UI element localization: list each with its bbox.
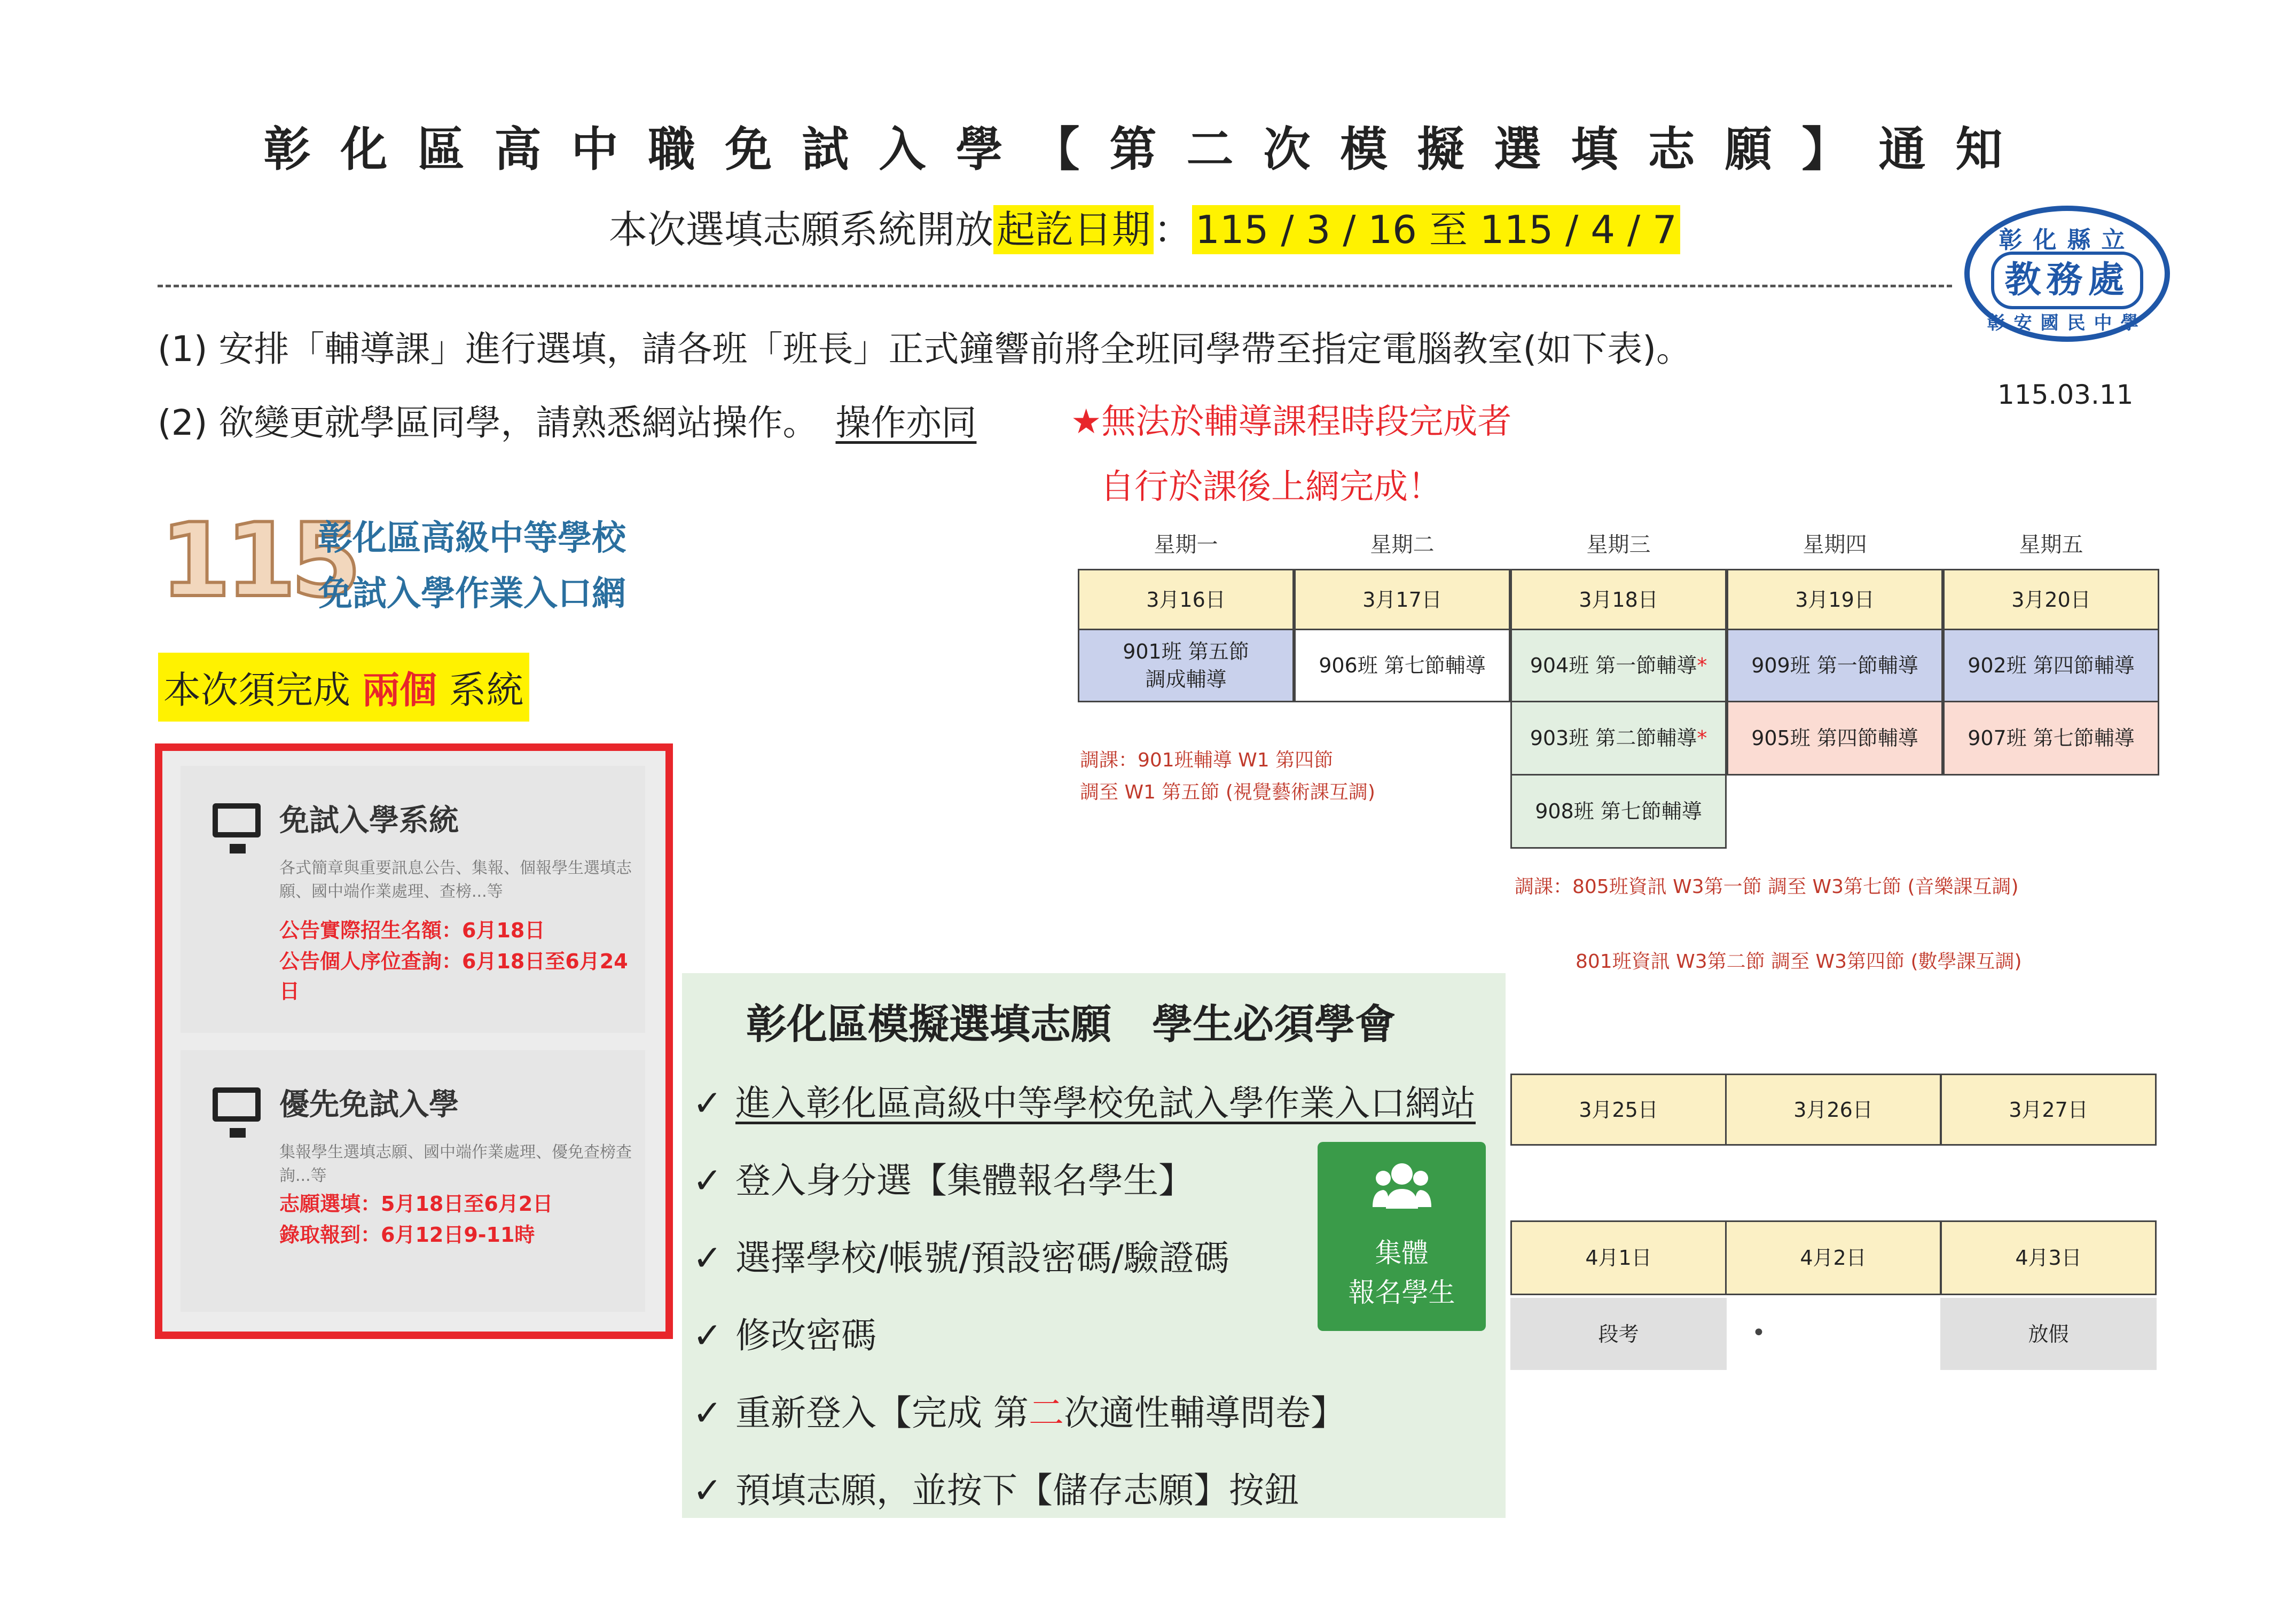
class-cell: 904班 第一節輔導 * (1510, 629, 1727, 702)
holiday-cell: 放假 (1940, 1298, 2157, 1370)
dot-mark: • (1752, 1319, 1766, 1346)
note-line-1: ★無法於輔導課程時段完成者 (1071, 402, 1512, 442)
seal-top-text: 彰化縣立 (1999, 226, 2136, 254)
instruction-2-text: (2) 欲變更就學區同學，請熟悉網站操作。 (158, 402, 801, 443)
step-item: ✓ 選擇學校/帳號/預設密碼/驗證碼 (693, 1238, 1229, 1279)
instruction-2-underlined: 操作亦同 (835, 402, 977, 443)
portal-logo (160, 502, 652, 620)
class-cell: 908班 第七節輔導 (1510, 774, 1727, 849)
date-cell: 3月17日 (1294, 569, 1510, 630)
steps-box (682, 973, 1506, 1518)
must-emph: 兩個 (362, 668, 437, 712)
system-card-title: 優先免試入學 (279, 1087, 459, 1122)
day-header: 星期三 (1586, 532, 1651, 557)
step-item: ✓ 重新登入【完成 第二次適性輔導問卷】 (693, 1392, 1346, 1434)
school-seal (1964, 206, 2170, 342)
steps-title: 彰化區模擬選填志願 學生必須學會 (746, 1000, 1396, 1048)
class-cell: 905班 第四節輔導 (1727, 701, 1943, 776)
swap-note: 801班資訊 W3第二節 調至 W3第四節 (數學課互調) (1576, 951, 2022, 973)
subtitle-highlight-label: 起訖日期 (993, 205, 1154, 254)
seal-mid-text: 教務處 (1991, 252, 2143, 309)
swap-note: 調課：805班資訊 W3第一節 調至 W3第七節 (音樂課互調) (1515, 876, 2019, 898)
seal-bottom-text: 彰安國民中學 (1987, 312, 2148, 334)
date-cell: 3月19日 (1727, 569, 1943, 630)
class-cell: 906班 第七節輔導 (1294, 629, 1510, 702)
swap-note: 調課：901班輔導 W1 第四節 (1080, 749, 1334, 771)
class-cell: 907班 第七節輔導 (1943, 701, 2159, 776)
check-icon: ✓ (693, 1083, 723, 1124)
day-header: 星期一 (1154, 532, 1218, 557)
subtitle (609, 199, 1680, 254)
group-registration-button[interactable] (1318, 1142, 1486, 1331)
date-cell: 4月2日 (1725, 1220, 1941, 1295)
class-cell: 901班 第五節 調成輔導 (1078, 629, 1294, 702)
system-card-desc: 集報學生選填志願、國中端作業處理、優免查榜查詢...等 (279, 1143, 632, 1185)
subtitle-colon: ： (1154, 207, 1193, 252)
system-card-highlight-1: 志願選填：5月18日至6月2日 (279, 1192, 553, 1216)
day-header: 星期五 (2019, 532, 2083, 557)
check-icon: ✓ (693, 1238, 723, 1279)
check-icon: ✓ (693, 1470, 723, 1511)
subtitle-prefix: 本次選填志願系統開放 (609, 207, 994, 252)
exam-cell: 段考 (1510, 1298, 1727, 1370)
group-people-icon (1318, 1158, 1486, 1221)
must-suffix: 系統 (449, 668, 524, 712)
page-title: 彰化區高中職免試入學【第二次模擬選填志願】通知 (263, 122, 2033, 177)
subtitle-highlight-dates: 115 / 3 / 16 至 115 / 4 / 7 (1192, 205, 1680, 254)
monitor-icon (213, 1087, 261, 1122)
step-item: ✓ 登入身分選【集體報名學生】 (693, 1160, 1194, 1201)
step-item: ✓ 預填志願，並按下【儲存志願】按鈕 (693, 1470, 1299, 1511)
date-cell: 3月26日 (1725, 1074, 1941, 1146)
system-card-priority[interactable] (181, 1050, 645, 1312)
date-cell: 3月25日 (1510, 1074, 1727, 1146)
system-card-highlight-2: 錄取報到：6月12日9-11時 (279, 1223, 535, 1247)
class-cell: 903班 第二節輔導 * (1510, 701, 1727, 776)
notice-date: 115.03.11 (1997, 379, 2134, 410)
date-cell: 4月1日 (1510, 1220, 1727, 1295)
system-card-desc: 各式簡章與重要訊息公告、集報、個報學生選填志願、國中端作業處理、查榜...等 (279, 859, 632, 901)
system-card-title: 免試入學系統 (279, 803, 459, 838)
class-cell: 909班 第一節輔導 (1727, 629, 1943, 702)
button-label-2: 報名學生 (1348, 1277, 1455, 1308)
day-header: 星期四 (1803, 532, 1867, 557)
date-cell: 3月20日 (1943, 569, 2159, 630)
system-card-highlight-2: 公告個人序位查詢：6月18日至6月24日 (279, 950, 628, 1003)
must-prefix: 本次須完成 (163, 668, 350, 712)
system-card-highlight-1: 公告實際招生名額：6月18日 (279, 919, 545, 942)
logo-line-2: 免試入學作業入口網 (318, 574, 626, 614)
instruction-2 (158, 394, 976, 445)
day-header: 星期二 (1370, 532, 1435, 557)
check-icon: ✓ (693, 1392, 723, 1434)
system-card-exam-free[interactable] (181, 766, 645, 1033)
note-line-2: 自行於課後上網完成！ (1100, 467, 1442, 507)
date-cell: 3月27日 (1940, 1074, 2157, 1146)
logo-number: 115 (160, 502, 356, 620)
instruction-1: (1) 安排「輔導課」進行選填，請各班「班長」正式鐘響前將全班同學帶至指定電腦教室(如下表)。 (158, 328, 1691, 370)
check-icon: ✓ (693, 1315, 723, 1356)
systems-box (155, 743, 673, 1339)
logo-line-1: 彰化區高級中等學校 (318, 519, 626, 558)
date-cell: 3月18日 (1510, 569, 1727, 630)
swap-note: 調至 W1 第五節 (視覺藝術課互調) (1080, 781, 1375, 803)
date-cell: 4月3日 (1940, 1220, 2157, 1295)
step-item: ✓ 進入彰化區高級中等學校免試入學作業入口網站 (693, 1083, 1476, 1124)
divider (158, 285, 1952, 287)
must-complete-banner (158, 653, 529, 722)
button-label-1: 集體 (1375, 1238, 1429, 1268)
check-icon: ✓ (693, 1160, 723, 1201)
class-cell: 902班 第四節輔導 (1943, 629, 2159, 702)
step-item: ✓ 修改密碼 (693, 1315, 876, 1356)
monitor-icon (213, 803, 261, 837)
date-cell: 3月16日 (1078, 569, 1294, 630)
